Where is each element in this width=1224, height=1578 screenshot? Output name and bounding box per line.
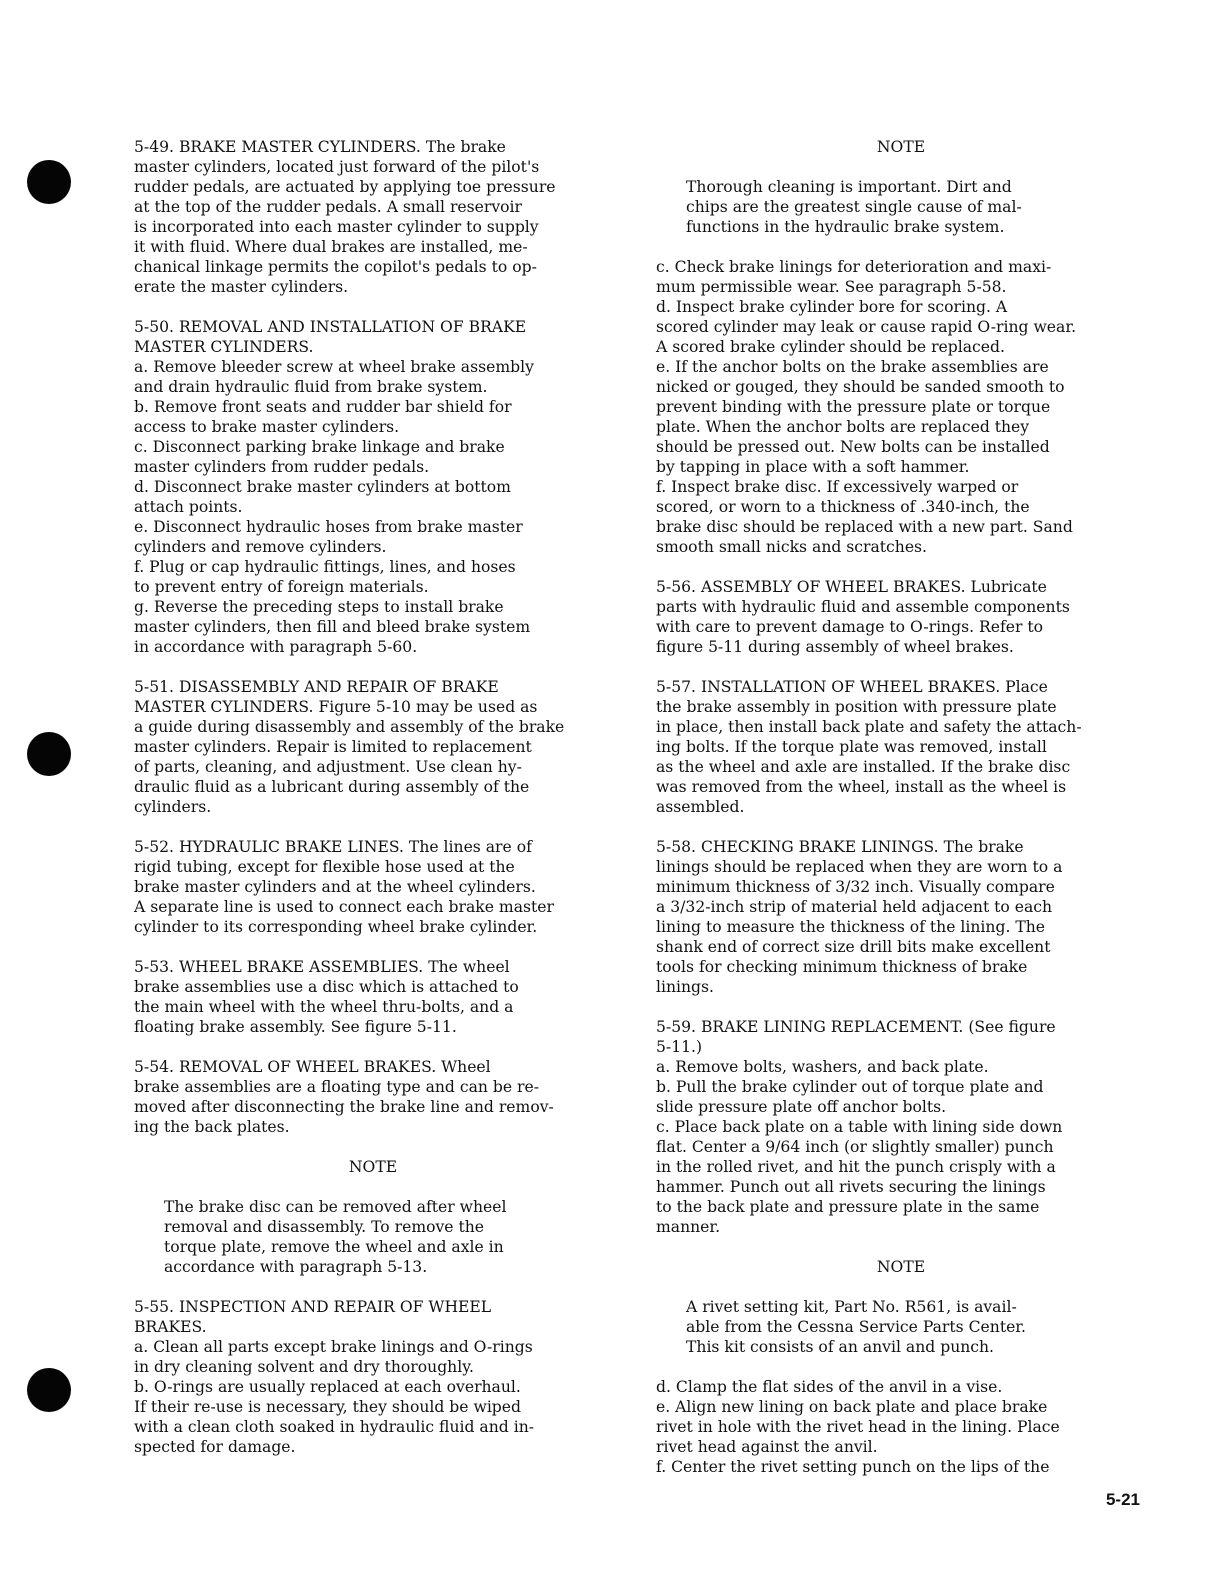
text-line: brake disc should be replaced with a new part. Sand <box>656 518 1073 536</box>
note-body <box>164 1197 612 1277</box>
text-line: A separate line is used to connect each brake master <box>134 898 554 916</box>
text-line: is incorporated into each master cylinder to supply <box>134 218 539 236</box>
text-line: 5-55. INSPECTION AND REPAIR OF WHEEL <box>134 1298 492 1316</box>
text-line: c. Place back plate on a table with lining side down <box>656 1118 1063 1136</box>
text-line: and drain hydraulic fluid from brake system. <box>134 378 488 396</box>
text-line: to the back plate and pressure plate in the same <box>656 1198 1040 1216</box>
text-line: attach points. <box>134 498 243 516</box>
text-line: Thorough cleaning is important. Dirt and <box>686 178 1012 196</box>
note-label: NOTE <box>876 1258 926 1276</box>
text-line: ing the back plates. <box>134 1118 290 1136</box>
note-heading <box>656 137 1146 157</box>
text-line: f. Inspect brake disc. If excessively warped or <box>656 478 1019 496</box>
text-line: at the top of the rudder pedals. A small reservoir <box>134 198 522 216</box>
text-line: able from the Cessna Service Parts Center. <box>686 1318 1027 1336</box>
text-line: chanical linkage permits the copilot's pedals to op- <box>134 258 537 276</box>
text-line: 5-53. WHEEL BRAKE ASSEMBLIES. The wheel <box>134 958 510 976</box>
paragraph <box>134 837 612 937</box>
text-line: spected for damage. <box>134 1438 296 1456</box>
binder-hole-top <box>27 160 71 204</box>
text-line: f. Plug or cap hydraulic fittings, lines, and hoses <box>134 558 516 576</box>
text-line: the main wheel with the wheel thru-bolts, and a <box>134 998 514 1016</box>
text-line: should be pressed out. New bolts can be installed <box>656 438 1050 456</box>
text-line: b. O-rings are usually replaced at each overhaul. <box>134 1378 521 1396</box>
paragraph <box>656 677 1146 817</box>
text-line: The brake disc can be removed after wheel <box>164 1198 507 1216</box>
paragraph <box>134 1057 612 1137</box>
text-line: brake master cylinders and at the wheel cylinders. <box>134 878 536 896</box>
page-number: 5-21 <box>1105 1490 1140 1509</box>
text-line: was removed from the wheel, install as the wheel is <box>656 778 1067 796</box>
text-line: master cylinders, located just forward of the pilot's <box>134 158 540 176</box>
text-line: lining to measure the thickness of the lining. The <box>656 918 1046 936</box>
text-line: f. Center the rivet setting punch on the lips of the <box>656 1458 1050 1476</box>
text-line: torque plate, remove the wheel and axle in <box>164 1238 504 1256</box>
text-line: accordance with paragraph 5-13. <box>164 1258 428 1276</box>
note-body <box>686 177 1146 237</box>
text-line: c. Check brake linings for deterioration and maxi- <box>656 258 1052 276</box>
text-line: 5-52. HYDRAULIC BRAKE LINES. The lines are of <box>134 838 532 856</box>
text-line: as the wheel and axle are installed. If the brake disc <box>656 758 1071 776</box>
text-line: e. If the anchor bolts on the brake assemblies are <box>656 358 1049 376</box>
text-line: d. Disconnect brake master cylinders at bottom <box>134 478 511 496</box>
text-line: of parts, cleaning, and adjustment. Use clean hy- <box>134 758 522 776</box>
text-line: rivet in hole with the rivet head in the lining. Place <box>656 1418 1060 1436</box>
text-line: A rivet setting kit, Part No. R561, is avail- <box>686 1298 1017 1316</box>
text-line: c. Disconnect parking brake linkage and brake <box>134 438 505 456</box>
text-line: a guide during disassembly and assembly of the brake <box>134 718 565 736</box>
text-line: chips are the greatest single cause of mal- <box>686 198 1022 216</box>
text-line: 5-56. ASSEMBLY OF WHEEL BRAKES. Lubricate <box>656 578 1047 596</box>
text-line: 5-51. DISASSEMBLY AND REPAIR OF BRAKE <box>134 678 499 696</box>
paragraph <box>656 837 1146 997</box>
text-line: hammer. Punch out all rivets securing the linings <box>656 1178 1046 1196</box>
text-line: This kit consists of an anvil and punch. <box>686 1338 995 1356</box>
text-line: rivet head against the anvil. <box>656 1438 878 1456</box>
text-line: moved after disconnecting the brake line and remov- <box>134 1098 554 1116</box>
text-line: parts with hydraulic fluid and assemble components <box>656 598 1070 616</box>
paragraph <box>134 1297 612 1457</box>
text-line: plate. When the anchor bolts are replaced they <box>656 418 1030 436</box>
text-line: scored cylinder may leak or cause rapid O-ring wear. <box>656 318 1077 336</box>
text-line: mum permissible wear. See paragraph 5-58. <box>656 278 1007 296</box>
text-line: b. Pull the brake cylinder out of torque plate and <box>656 1078 1044 1096</box>
text-line: e. Align new lining on back plate and place brake <box>656 1398 1048 1416</box>
text-line: A scored brake cylinder should be replaced. <box>656 338 1005 356</box>
text-line: in place, then install back plate and safety the attach- <box>656 718 1082 736</box>
text-line: 5-49. BRAKE MASTER CYLINDERS. The brake <box>134 138 506 156</box>
text-line: ing bolts. If the torque plate was removed, install <box>656 738 1047 756</box>
text-line: d. Clamp the flat sides of the anvil in a vise. <box>656 1378 1003 1396</box>
binder-hole-middle <box>27 732 71 776</box>
text-line: linings. <box>656 978 714 996</box>
paragraph <box>656 257 1146 557</box>
text-line: rudder pedals, are actuated by applying toe pressure <box>134 178 556 196</box>
text-line: it with fluid. Where dual brakes are installed, me- <box>134 238 528 256</box>
text-line: linings should be replaced when they are worn to a <box>656 858 1063 876</box>
note-heading <box>134 1157 612 1177</box>
text-line: a 3/32-inch strip of material held adjacent to each <box>656 898 1053 916</box>
text-line: a. Remove bleeder screw at wheel brake assembly <box>134 358 534 376</box>
text-line: prevent binding with the pressure plate or torque <box>656 398 1051 416</box>
text-line: MASTER CYLINDERS. <box>134 338 314 356</box>
note-body <box>686 1297 1146 1357</box>
text-line: brake assemblies are a floating type and can be re- <box>134 1078 540 1096</box>
text-line: scored, or worn to a thickness of .340-inch, the <box>656 498 1030 516</box>
paragraph <box>134 677 612 817</box>
note-heading <box>656 1257 1146 1277</box>
text-line: the brake assembly in position with pressure plate <box>656 698 1057 716</box>
text-line: 5-59. BRAKE LINING REPLACEMENT. (See figure <box>656 1018 1056 1036</box>
text-line: draulic fluid as a lubricant during assembly of the <box>134 778 530 796</box>
paragraph <box>134 317 612 657</box>
text-line: in dry cleaning solvent and dry thoroughly. <box>134 1358 474 1376</box>
right-text-column <box>656 137 1146 1497</box>
text-line: with care to prevent damage to O-rings. Refer to <box>656 618 1044 636</box>
text-line: 5-58. CHECKING BRAKE LININGS. The brake <box>656 838 1024 856</box>
text-line: a. Remove bolts, washers, and back plate. <box>656 1058 989 1076</box>
text-line: by tapping in place with a soft hammer. <box>656 458 970 476</box>
text-line: tools for checking minimum thickness of brake <box>656 958 1028 976</box>
text-line: 5-11.) <box>656 1038 703 1056</box>
text-line: nicked or gouged, they should be sanded smooth to <box>656 378 1065 396</box>
paragraph <box>656 1017 1146 1237</box>
text-line: manner. <box>656 1218 721 1236</box>
text-line: master cylinders, then fill and bleed brake system <box>134 618 531 636</box>
text-line: 5-54. REMOVAL OF WHEEL BRAKES. Wheel <box>134 1058 491 1076</box>
text-line: If their re-use is necessary, they should be wiped <box>134 1398 521 1416</box>
text-line: with a clean cloth soaked in hydraulic fluid and in- <box>134 1418 535 1436</box>
note-label: NOTE <box>348 1158 398 1176</box>
text-line: master cylinders. Repair is limited to replacement <box>134 738 532 756</box>
text-line: slide pressure plate off anchor bolts. <box>656 1098 947 1116</box>
text-line: smooth small nicks and scratches. <box>656 538 928 556</box>
text-line: in accordance with paragraph 5-60. <box>134 638 418 656</box>
text-line: to prevent entry of foreign materials. <box>134 578 429 596</box>
text-line: figure 5-11 during assembly of wheel brakes. <box>656 638 1014 656</box>
text-line: cylinders. <box>134 798 212 816</box>
text-line: access to brake master cylinders. <box>134 418 400 436</box>
paragraph <box>134 957 612 1037</box>
text-line: rigid tubing, except for flexible hose used at the <box>134 858 515 876</box>
text-line: cylinders and remove cylinders. <box>134 538 387 556</box>
text-line: functions in the hydraulic brake system. <box>686 218 1005 236</box>
text-line: cylinder to its corresponding wheel brake cylinder. <box>134 918 538 936</box>
text-line: e. Disconnect hydraulic hoses from brake master <box>134 518 523 536</box>
text-line: MASTER CYLINDERS. Figure 5-10 may be used as <box>134 698 538 716</box>
text-line: floating brake assembly. See figure 5-11. <box>134 1018 457 1036</box>
text-line: a. Clean all parts except brake linings and O-rings <box>134 1338 533 1356</box>
text-line: brake assemblies use a disc which is attached to <box>134 978 519 996</box>
text-line: g. Reverse the preceding steps to install brake <box>134 598 504 616</box>
text-line: BRAKES. <box>134 1318 207 1336</box>
text-line: shank end of correct size drill bits make excellent <box>656 938 1051 956</box>
paragraph <box>656 577 1146 657</box>
text-line: removal and disassembly. To remove the <box>164 1218 485 1236</box>
note-label: NOTE <box>876 138 926 156</box>
text-line: master cylinders from rudder pedals. <box>134 458 430 476</box>
text-line: erate the master cylinders. <box>134 278 349 296</box>
binder-hole-bottom <box>27 1368 71 1412</box>
text-line: minimum thickness of 3/32 inch. Visually compare <box>656 878 1055 896</box>
paragraph <box>134 137 612 297</box>
text-line: flat. Center a 9/64 inch (or slightly smaller) punch <box>656 1138 1054 1156</box>
text-line: 5-50. REMOVAL AND INSTALLATION OF BRAKE <box>134 318 527 336</box>
paragraph <box>656 1377 1146 1477</box>
text-line: in the rolled rivet, and hit the punch crisply with a <box>656 1158 1056 1176</box>
left-text-column <box>134 137 612 1477</box>
text-line: d. Inspect brake cylinder bore for scoring. A <box>656 298 1008 316</box>
text-line: 5-57. INSTALLATION OF WHEEL BRAKES. Place <box>656 678 1048 696</box>
text-line: b. Remove front seats and rudder bar shield for <box>134 398 512 416</box>
text-line: assembled. <box>656 798 745 816</box>
